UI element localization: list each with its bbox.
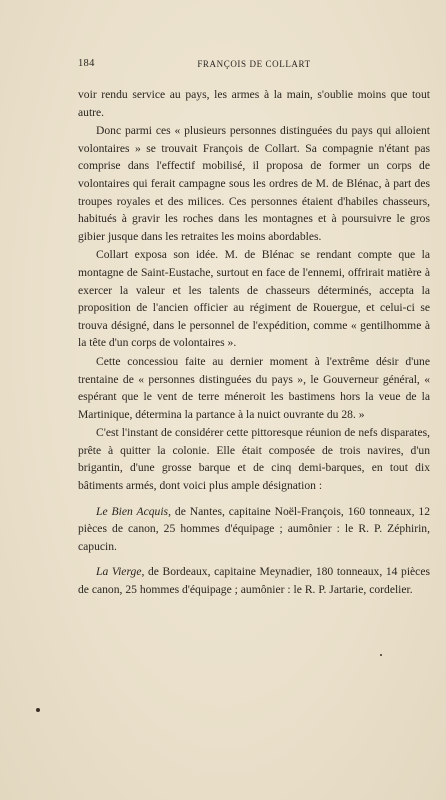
ship-name: Le Bien Acquis xyxy=(96,504,169,518)
paragraph-continuation: voir rendu service au pays, les armes à la main, s'oublie moins que tout autre. xyxy=(78,88,430,119)
running-title: FRANÇOIS DE COLLART xyxy=(197,59,311,69)
ship-description: , de Nantes, capitaine Noël-François, 160 tonneaux, 12 pièces de canon, 25 hommes d'équipage ; aumônier : le R. P. Zéphirin, capucin. xyxy=(78,504,430,553)
paragraph: Cette concessiou faite au dernier moment à l'extrême désir d'une trentaine de « personnes distinguées du pays », le Gouverneur général, « espérant que le vent de terre méneroit les bastimens hors la veue de la Martinique, détermina la partance à la nuict ouvrante du 28. » xyxy=(78,354,430,421)
page-body xyxy=(78,86,430,599)
ship-description: , de Bordeaux, capitaine Meynadier, 180 tonneaux, 14 pièces de canon, 25 hommes d'équipage ; aumônier : le R. P. Jartarie, cordelier. xyxy=(78,565,430,597)
ship-entry xyxy=(78,503,430,556)
ship-entry xyxy=(78,563,430,598)
paragraph: Donc parmi ces « plusieurs personnes distinguées du pays qui alloient volontaires » se trouvait François de Collart. Sa compagnie n'étant pas comprise dans l'effectif mobilisé, il proposa de former un corps de volontaires qui ferait campagne sous les ordres de M. de Blénac, à part des troupes royales et des milices. Ces personnes étaient d'habiles chasseurs, habitués à gravir les roches dans les montagnes et à poursuivre le gros gibier jusque dans les retraites les moins abordables. xyxy=(78,124,430,243)
ship-name: La Vierge xyxy=(96,565,142,579)
ink-speck xyxy=(380,654,382,656)
paragraph: Collart exposa son idée. M. de Blénac se rendant compte que la montagne de Saint-Eustache, surtout en face de l'ennemi, offrirait matière à exercer la valeur et les talents de chasseurs déterminés, accepta la proposition de l'ancien officier au régiment de Rouergue, et celui-ci se trouva désigné, dans le personnel de l'expédition, comme « gentilhomme à la tête d'un corps de volontaires ». xyxy=(78,248,430,350)
paragraph: C'est l'instant de considérer cette pittoresque réunion de nefs disparates, prête à quitter la colonie. Elle était composée de trois navires, d'un brigantin, d'une grosse barque et de cinq demi-barques, en tout dix bâtiments armés, dont voici plus ample désignation : xyxy=(78,426,430,493)
ink-speck xyxy=(36,708,40,712)
page-number: 184 xyxy=(78,58,95,69)
page-header xyxy=(78,58,430,72)
